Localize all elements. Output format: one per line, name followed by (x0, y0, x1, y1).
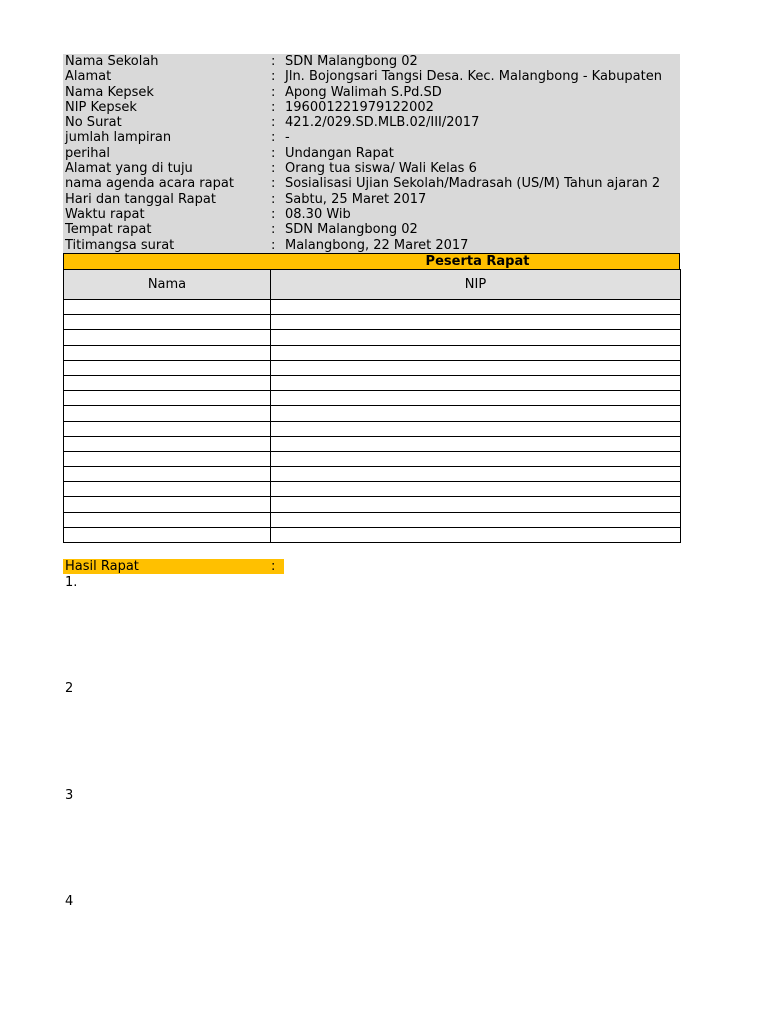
info-value-cell (283, 130, 680, 145)
table-row (64, 345, 681, 360)
info-colon: : (271, 130, 276, 146)
column-header-nama: Nama (64, 270, 271, 300)
nama-cell[interactable] (64, 436, 271, 451)
info-label: Nama Sekolah (65, 54, 159, 69)
info-value-cell (283, 161, 680, 176)
info-value-cell (283, 222, 680, 237)
info-label-cell (63, 100, 283, 115)
info-label: Titimangsa surat (65, 237, 175, 253)
nama-cell[interactable] (64, 360, 271, 375)
info-value-cell (283, 115, 680, 130)
nip-cell[interactable] (271, 527, 681, 542)
hasil-item-2: 2 (65, 681, 74, 696)
nama-cell[interactable] (64, 315, 271, 330)
info-value-cell (283, 100, 680, 115)
info-label-cell (63, 176, 283, 191)
table-row (64, 451, 681, 466)
nama-cell[interactable] (64, 330, 271, 345)
info-row-hari-tanggal (63, 192, 680, 207)
nama-cell[interactable] (64, 345, 271, 360)
info-colon: : (271, 84, 276, 100)
nama-cell[interactable] (64, 482, 271, 497)
table-row (64, 375, 681, 390)
info-value: Orang tua siswa/ Wali Kelas 6 (285, 161, 477, 177)
info-colon: : (271, 191, 276, 207)
info-label-cell (63, 238, 283, 253)
table-row (64, 360, 681, 375)
info-label-cell (63, 130, 283, 145)
peserta-rapat-title: Peserta Rapat (425, 254, 530, 269)
info-colon: : (271, 115, 276, 131)
info-colon: : (271, 99, 276, 115)
table-row (64, 436, 681, 451)
info-row-tempat (63, 222, 680, 237)
info-value-cell (283, 69, 680, 84)
info-colon: : (271, 222, 276, 238)
table-row (64, 527, 681, 542)
info-row-agenda (63, 176, 680, 191)
info-value: Undangan Rapat (285, 145, 394, 161)
peserta-rapat-header (63, 253, 680, 270)
table-row (64, 497, 681, 512)
info-value: 08.30 Wib (285, 206, 351, 222)
nama-cell[interactable] (64, 391, 271, 406)
nama-cell[interactable] (64, 421, 271, 436)
table-row (64, 421, 681, 436)
table-row (64, 482, 681, 497)
info-row-waktu (63, 207, 680, 222)
letter-info-block (63, 54, 680, 253)
info-label: No Surat (65, 115, 122, 131)
info-value-cell (283, 238, 680, 253)
info-label-cell (63, 69, 283, 84)
info-row-nama-kepsek (63, 85, 680, 100)
info-label-cell (63, 161, 283, 176)
info-colon: : (271, 176, 276, 192)
info-label-cell (63, 207, 283, 222)
nip-cell[interactable] (271, 451, 681, 466)
nip-cell[interactable] (271, 375, 681, 390)
nama-cell[interactable] (64, 527, 271, 542)
peserta-table-header-row (64, 270, 681, 300)
nip-cell[interactable] (271, 345, 681, 360)
info-label: Nama Kepsek (65, 84, 154, 100)
info-row-no-surat (63, 115, 680, 130)
table-row (64, 406, 681, 421)
hasil-rapat-colon: : (271, 559, 276, 574)
info-label: NIP Kepsek (65, 99, 137, 115)
nip-cell[interactable] (271, 330, 681, 345)
nip-cell[interactable] (271, 360, 681, 375)
info-value-cell (283, 207, 680, 222)
hasil-item-4: 4 (65, 894, 74, 909)
hasil-rapat-bar (63, 559, 284, 574)
info-label: Tempat rapat (65, 222, 152, 238)
info-value-cell (283, 146, 680, 161)
info-label-cell (63, 115, 283, 130)
nip-cell[interactable] (271, 497, 681, 512)
nip-cell[interactable] (271, 482, 681, 497)
nip-cell[interactable] (271, 467, 681, 482)
nama-cell[interactable] (64, 375, 271, 390)
table-row (64, 391, 681, 406)
info-colon: : (271, 237, 276, 253)
nip-cell[interactable] (271, 421, 681, 436)
info-colon: : (271, 54, 276, 69)
info-value-cell (283, 176, 680, 191)
nama-cell[interactable] (64, 451, 271, 466)
nip-cell[interactable] (271, 391, 681, 406)
info-value: 421.2/029.SD.MLB.02/III/2017 (285, 115, 480, 131)
info-value: Malangbong, 22 Maret 2017 (285, 237, 469, 253)
info-value: - (285, 130, 290, 146)
info-value-cell (283, 54, 680, 69)
info-value: Sosialisasi Ujian Sekolah/Madrasah (US/M) Tahun ajaran 2 (285, 176, 661, 192)
info-value: Sabtu, 25 Maret 2017 (285, 191, 427, 207)
table-row (64, 512, 681, 527)
hasil-item-3: 3 (65, 788, 74, 803)
table-row (64, 315, 681, 330)
info-label-cell (63, 85, 283, 100)
info-label: nama agenda acara rapat (65, 176, 234, 192)
nip-cell[interactable] (271, 406, 681, 421)
info-row-nip-kepsek (63, 100, 680, 115)
info-value: SDN Malangbong 02 (285, 222, 418, 238)
info-row-alamat-tuju (63, 161, 680, 176)
nip-cell[interactable] (271, 315, 681, 330)
info-value-cell (283, 192, 680, 207)
info-row-jumlah-lampiran (63, 130, 680, 145)
info-row-alamat (63, 69, 680, 84)
info-label-cell (63, 146, 283, 161)
peserta-table-body (64, 300, 681, 543)
info-row-nama-sekolah (63, 54, 680, 69)
info-value: Jln. Bojongsari Tangsi Desa. Kec. Malangbong - Kabupaten (285, 69, 662, 85)
info-label-cell (63, 192, 283, 207)
info-label: Hari dan tanggal Rapat (65, 191, 216, 207)
info-value: SDN Malangbong 02 (285, 54, 418, 69)
table-row (64, 467, 681, 482)
info-colon: : (271, 161, 276, 177)
info-label: Alamat yang di tuju (65, 161, 193, 177)
table-row (64, 330, 681, 345)
info-label-cell (63, 54, 283, 69)
nama-cell[interactable] (64, 300, 271, 315)
hasil-rapat-label: Hasil Rapat (65, 559, 139, 574)
info-label: Waktu rapat (65, 206, 145, 222)
info-label: perihal (65, 145, 111, 161)
nama-cell[interactable] (64, 467, 271, 482)
info-colon: : (271, 206, 276, 222)
nama-cell[interactable] (64, 512, 271, 527)
nip-cell[interactable] (271, 512, 681, 527)
column-header-nip: NIP (271, 270, 681, 300)
nama-cell[interactable] (64, 406, 271, 421)
hasil-item-1: 1. (65, 575, 78, 590)
info-value: Apong Walimah S.Pd.SD (285, 84, 442, 100)
info-row-titimangsa (63, 238, 680, 253)
peserta-table (63, 269, 681, 543)
info-label: jumlah lampiran (65, 130, 172, 146)
info-colon: : (271, 69, 276, 85)
nip-cell[interactable] (271, 300, 681, 315)
info-colon: : (271, 145, 276, 161)
info-label: Alamat (65, 69, 112, 85)
info-label-cell (63, 222, 283, 237)
nip-cell[interactable] (271, 436, 681, 451)
table-row (64, 300, 681, 315)
nama-cell[interactable] (64, 497, 271, 512)
info-value-cell (283, 85, 680, 100)
info-value: 196001221979122002 (285, 99, 434, 115)
info-row-perihal (63, 146, 680, 161)
